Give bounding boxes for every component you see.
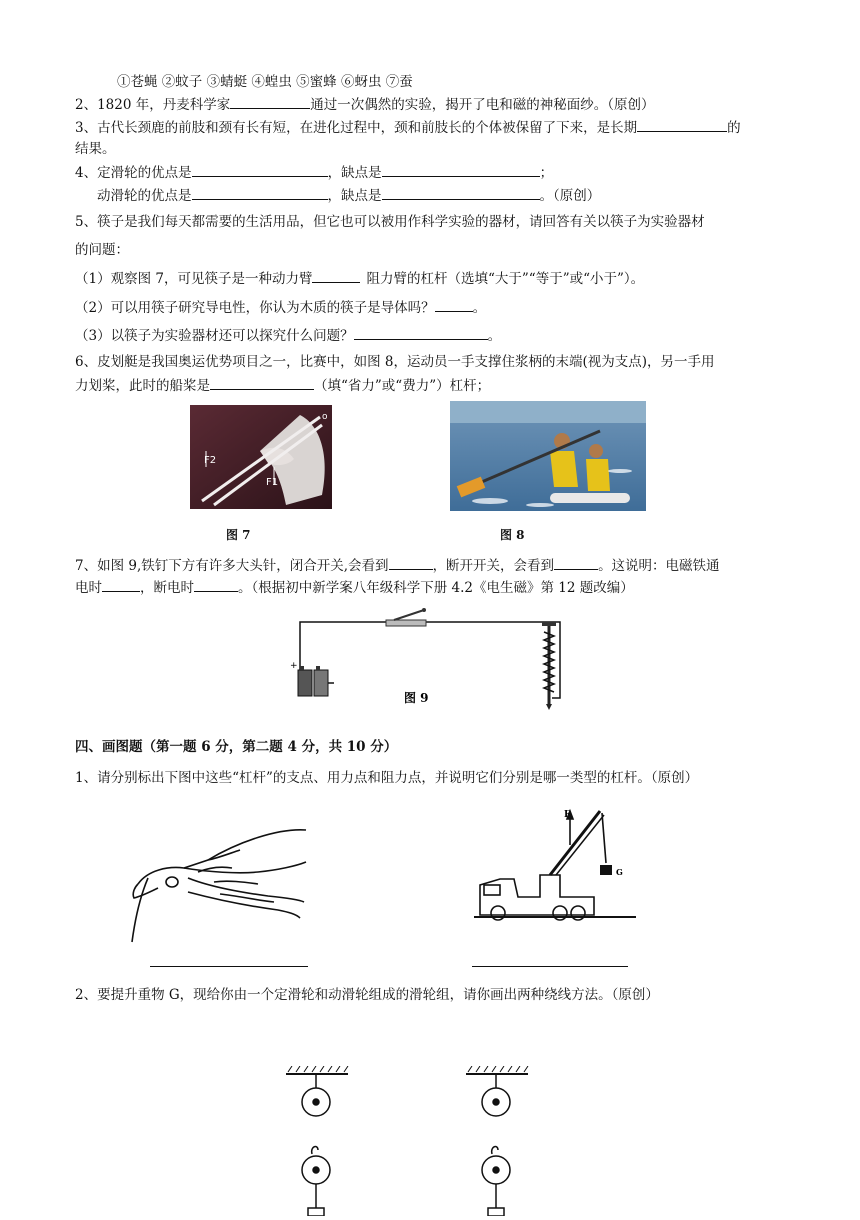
q2-text-after: 通过一次偶然的实验，揭开了电和磁的神秘面纱。（原创） bbox=[310, 97, 655, 113]
crane-label-g: G bbox=[616, 867, 623, 877]
q6-blank[interactable] bbox=[210, 375, 314, 390]
pulley-icon-2 bbox=[462, 1066, 532, 1216]
q7-l2a: 电时 bbox=[75, 580, 102, 596]
q4-disadvantage-movable-blank[interactable] bbox=[382, 185, 540, 200]
question-5-sub2 bbox=[75, 297, 486, 318]
crane-truck-icon bbox=[470, 805, 640, 927]
q7-l1a: 7、如图 9,铁钉下方有许多大头针，闭合开关,会看到 bbox=[75, 558, 389, 574]
pulley-system-1 bbox=[282, 1066, 352, 1216]
question-7-line2 bbox=[75, 577, 634, 598]
q3-blank[interactable] bbox=[637, 117, 727, 132]
section-4-title: 四、画图题（第一题 6 分，第二题 4 分，共 10 分） bbox=[75, 739, 398, 755]
q5-s3b: 。 bbox=[487, 328, 502, 344]
question-3-line2: 结果。 bbox=[75, 141, 116, 157]
q7-blank-3[interactable] bbox=[102, 577, 140, 592]
chopsticks-illustration bbox=[190, 405, 332, 509]
q4-advantage-fixed-blank[interactable] bbox=[192, 162, 328, 177]
crane-truck-drawing bbox=[470, 805, 640, 927]
q4-b1: 动滑轮的优点是 bbox=[97, 188, 192, 204]
figure-7-caption: 图 7 bbox=[226, 528, 251, 542]
canoe-illustration bbox=[450, 401, 646, 511]
q5-s3a: （3）以筷子为实验器材还可以探究什么问题？ bbox=[75, 328, 354, 344]
fig7-label-o: o bbox=[322, 412, 328, 422]
svg-text:+: + bbox=[290, 661, 298, 671]
q7-blank-2[interactable] bbox=[554, 555, 598, 570]
figure-8-canoe-photo bbox=[450, 401, 646, 511]
electromagnet-circuit-diagram bbox=[290, 608, 570, 710]
q5-s2b: 。 bbox=[472, 300, 487, 316]
q5-s1b: 阻力臂的杠杆（选填“大于”“等于”或“小于”）。 bbox=[366, 271, 645, 287]
question-5-intro1: 5、筷子是我们每天都需要的生活用品，但它也可以被用作科学实验的器材，请回答有关以筷子为实验器材 bbox=[75, 214, 705, 230]
q4-b3: 。（原创） bbox=[539, 188, 601, 204]
q7-l2c: 。（根据初中新学案八年级科学下册 4.2《电生磁》第 12 题改编） bbox=[238, 580, 634, 596]
q7-l2b: ，断电时 bbox=[140, 580, 194, 596]
drawing-question-2: 2、要提升重物 G，现给你由一个定滑轮和动滑轮组成的滑轮组，请你画出两种绕线方法。（原创） bbox=[75, 987, 659, 1003]
switch-icon bbox=[386, 608, 426, 626]
pliers-hand-drawing bbox=[128, 822, 308, 946]
question-5-sub1 bbox=[75, 268, 644, 289]
figure-9-circuit bbox=[290, 608, 570, 710]
question-4-a bbox=[75, 162, 553, 183]
fig7-label-f1: F1 bbox=[266, 477, 279, 488]
q2-blank[interactable] bbox=[230, 94, 310, 109]
question-5-sub3 bbox=[75, 325, 501, 346]
q4-advantage-movable-blank[interactable] bbox=[192, 185, 328, 200]
q7-l1b: ，断开开关，会看到 bbox=[432, 558, 555, 574]
q4-a2: ，缺点是 bbox=[327, 165, 382, 181]
battery-icon bbox=[290, 661, 328, 696]
crane-label-f: F bbox=[564, 810, 571, 820]
q2-text-before: 2、1820 年，丹麦科学家 bbox=[75, 97, 231, 113]
figure-8-caption: 图 8 bbox=[500, 528, 525, 542]
q7-blank-1[interactable] bbox=[389, 555, 433, 570]
pulley-icon-1 bbox=[282, 1066, 352, 1216]
question-6-line2 bbox=[75, 375, 490, 396]
figure-9-caption: 图 9 bbox=[404, 691, 429, 705]
drawing-question-1: 1、请分别标出下图中这些“杠杆”的支点、用力点和阻力点，并说明它们分别是哪一类型的杠杆。（原创） bbox=[75, 770, 699, 786]
q4-b2: ，缺点是 bbox=[327, 188, 382, 204]
q4-a3: ； bbox=[539, 165, 554, 181]
q7-l1c: 。这说明：电磁铁通 bbox=[598, 558, 720, 574]
q5-s1-blank[interactable] bbox=[312, 268, 360, 283]
q5-s3-blank[interactable] bbox=[354, 325, 488, 340]
q6-l2a: 力划桨，此时的船桨是 bbox=[75, 378, 210, 394]
answer-line-crane[interactable] bbox=[472, 965, 628, 967]
question-5-intro2: 的问题： bbox=[75, 242, 129, 258]
question-4-b bbox=[97, 185, 600, 206]
question-3 bbox=[75, 117, 741, 138]
q5-s2-blank[interactable] bbox=[435, 297, 473, 312]
q7-blank-4[interactable] bbox=[194, 577, 238, 592]
q4-disadvantage-fixed-blank[interactable] bbox=[382, 162, 540, 177]
pliers-icon bbox=[128, 822, 308, 946]
pulley-system-2 bbox=[462, 1066, 532, 1216]
q4-a1: 4、定滑轮的优点是 bbox=[75, 165, 192, 181]
question-6-line1: 6、皮划艇是我国奥运优势项目之一，比赛中，如图 8，运动员一手支撑住浆柄的末端(视为支点)，另一手用 bbox=[75, 354, 715, 370]
q6-l2b: （填“省力”或“费力”）杠杆； bbox=[314, 378, 491, 394]
q3-text-after: 的 bbox=[727, 120, 741, 136]
figure-7-chopsticks-photo bbox=[190, 405, 332, 509]
question-2 bbox=[75, 94, 655, 115]
answer-line-pliers[interactable] bbox=[150, 965, 308, 967]
iron-nail-icon bbox=[542, 622, 556, 710]
q5-s1a: （1）观察图 7，可见筷子是一种动力臂 bbox=[75, 271, 313, 287]
question-7-line1 bbox=[75, 555, 720, 576]
fig7-label-f2: F2 bbox=[204, 455, 217, 466]
insect-list: ①苍蝇 ②蚊子 ③蜻蜓 ④蝗虫 ⑤蜜蜂 ⑥蚜虫 ⑦蚕 bbox=[117, 74, 413, 90]
q5-s2a: （2）可以用筷子研究导电性，你认为木质的筷子是导体吗？ bbox=[75, 300, 435, 316]
q3-text-before: 3、古代长颈鹿的前肢和颈有长有短，在进化过程中，颈和前肢长的个体被保留了下来，是长期 bbox=[75, 120, 638, 136]
